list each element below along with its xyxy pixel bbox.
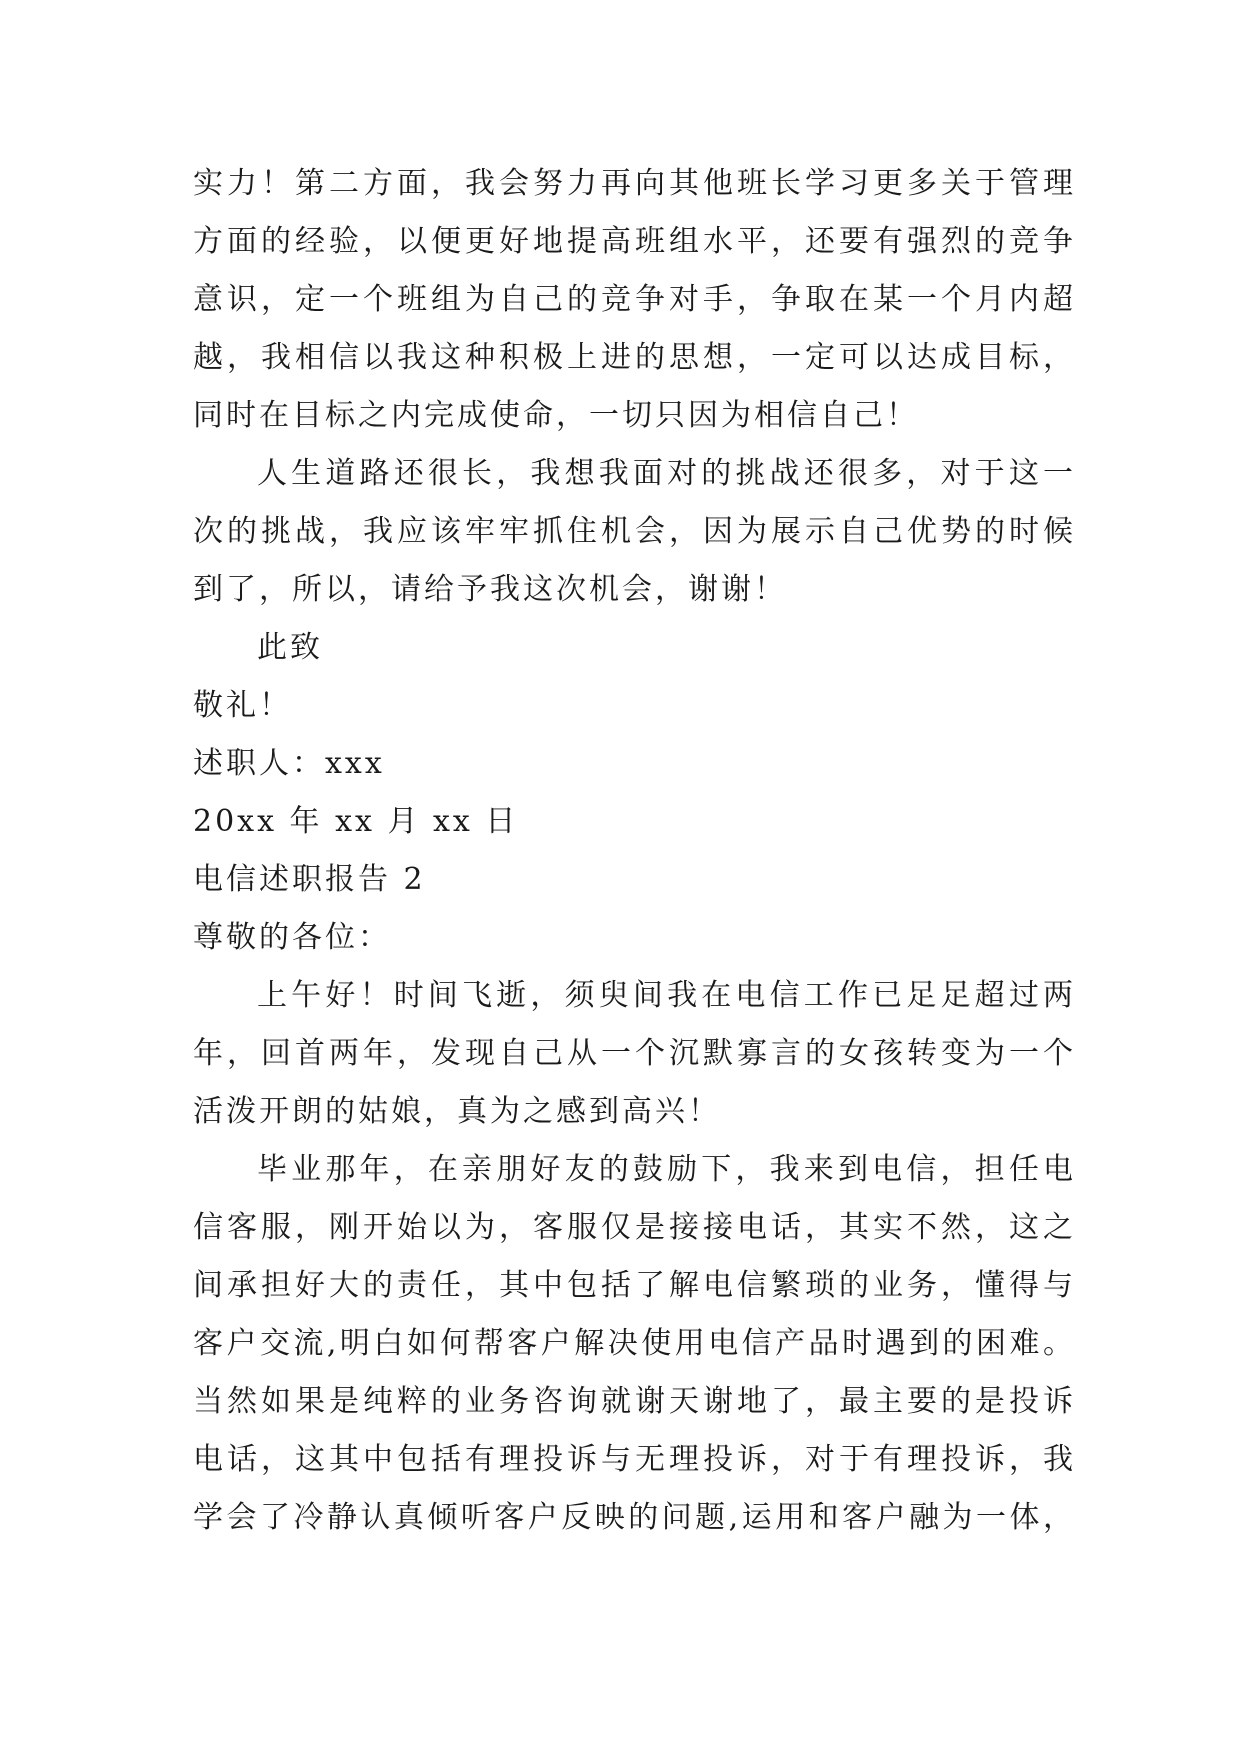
text-line: 此致 (257, 630, 323, 665)
text-line: 到了，所以，请给予我这次机会，谢谢！ (193, 572, 787, 607)
text-line: 当然如果是纯粹的业务咨询就谢天谢地了，最主要的是投诉 (193, 1384, 1073, 1419)
text-line: 年，回首两年，发现自己从一个沉默寡言的女孩转变为一个 (193, 1036, 1073, 1071)
text-line: 信客服，刚开始以为，客服仅是接接电话，其实不然，这之 (193, 1210, 1073, 1245)
text-line: 人生道路还很长，我想我面对的挑战还很多，对于这一 (257, 456, 1073, 491)
document-body (193, 155, 1073, 1547)
text-line: 上午好！时间飞逝，须臾间我在电信工作已足足超过两 (257, 978, 1073, 1013)
text-line: 20xx 年 xx 月 xx 日 (193, 804, 519, 839)
text-line: 毕业那年，在亲朋好友的鼓励下，我来到电信，担任电 (257, 1152, 1073, 1187)
text-line: 次的挑战，我应该牢牢抓住机会，因为展示自己优势的时候 (193, 514, 1073, 549)
text-line: 同时在目标之内完成使命，一切只因为相信自己！ (193, 398, 919, 433)
text-line: 述职人：xxx (193, 746, 385, 781)
text-line: 客户交流,明白如何帮客户解决使用电信产品时遇到的困难。 (193, 1326, 1073, 1361)
text-line: 电信述职报告 2 (193, 862, 426, 897)
text-line: 实力！第二方面，我会努力再向其他班长学习更多关于管理 (193, 166, 1073, 201)
text-line: 电话，这其中包括有理投诉与无理投诉，对于有理投诉，我 (193, 1442, 1073, 1477)
text-line: 敬礼！ (193, 688, 292, 723)
text-line: 尊敬的各位： (193, 920, 391, 955)
text-line: 活泼开朗的姑娘，真为之感到高兴！ (193, 1094, 721, 1129)
text-line: 意识，定一个班组为自己的竞争对手，争取在某一个月内超 (193, 282, 1073, 317)
text-line: 方面的经验，以便更好地提高班组水平，还要有强烈的竞争 (193, 224, 1073, 259)
text-line: 越，我相信以我这种积极上进的思想，一定可以达成目标， (193, 340, 1073, 375)
text-line: 间承担好大的责任，其中包括了解电信繁琐的业务，懂得与 (193, 1268, 1073, 1303)
text-line: 学会了冷静认真倾听客户反映的问题,运用和客户融为一体， (193, 1500, 1073, 1535)
